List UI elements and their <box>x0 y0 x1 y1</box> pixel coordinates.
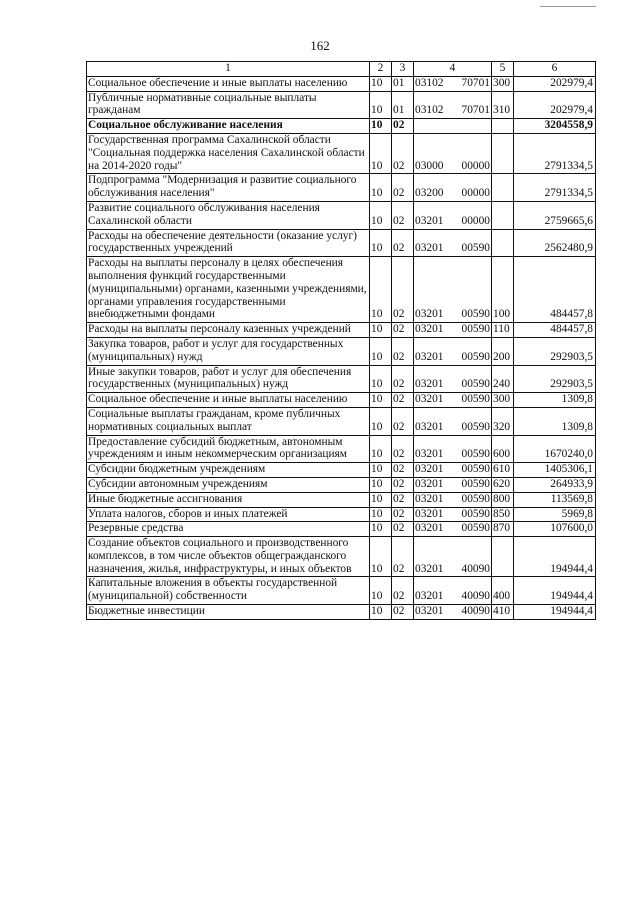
row-subsection: 02 <box>392 201 414 229</box>
table-row <box>87 229 596 257</box>
row-program-code: 03201 <box>415 323 444 336</box>
row-target-code <box>414 174 492 202</box>
row-section: 10 <box>370 605 392 620</box>
row-name: Иные закупки товаров, работ и услуг для обеспечения государственных (муниципальных) нужд <box>87 365 370 393</box>
row-program-code: 03201 <box>415 605 444 618</box>
row-target-code <box>414 119 492 134</box>
row-amount: 202979,4 <box>514 76 596 91</box>
row-section: 10 <box>370 365 392 393</box>
row-direction-code: 00590 <box>461 393 490 406</box>
row-name: Создание объектов социального и производственного комплексов, в том числе объектов общегражданского назначения, жилья, инфраструктуры, и иных объектов <box>87 537 370 577</box>
row-program-code: 03201 <box>415 477 444 490</box>
row-direction-code: 00590 <box>461 477 490 490</box>
row-target-code <box>414 477 492 492</box>
row-expense-type <box>492 133 514 173</box>
row-amount: 292903,5 <box>514 365 596 393</box>
table-row <box>87 605 596 620</box>
row-section: 10 <box>370 174 392 202</box>
row-direction-code: 00590 <box>461 242 490 255</box>
row-program-code: 03201 <box>415 448 444 461</box>
row-subsection: 02 <box>392 435 414 463</box>
row-amount: 1309,8 <box>514 393 596 408</box>
row-subsection: 02 <box>392 477 414 492</box>
budget-table <box>86 61 596 620</box>
row-target-code <box>414 91 492 119</box>
row-subsection: 02 <box>392 605 414 620</box>
row-amount: 5969,8 <box>514 507 596 522</box>
row-expense-type: 310 <box>492 91 514 119</box>
row-target-code <box>414 229 492 257</box>
table-row <box>87 492 596 507</box>
table-row <box>87 119 596 134</box>
row-program-code: 03201 <box>415 308 444 321</box>
row-program-code: 03200 <box>415 187 444 200</box>
row-target-code <box>414 463 492 478</box>
row-amount: 194944,4 <box>514 577 596 605</box>
row-section: 10 <box>370 91 392 119</box>
table-row <box>87 133 596 173</box>
row-amount: 292903,5 <box>514 337 596 365</box>
row-program-code: 03000 <box>415 159 444 172</box>
row-program-code: 03201 <box>415 378 444 391</box>
row-subsection: 02 <box>392 119 414 134</box>
table-row <box>87 323 596 338</box>
row-program-code: 03201 <box>415 420 444 433</box>
row-name: Социальное обслуживание населения <box>87 119 370 134</box>
row-expense-type <box>492 201 514 229</box>
row-program-code: 03201 <box>415 590 444 603</box>
table-body <box>87 76 596 619</box>
row-target-code <box>414 605 492 620</box>
row-direction-code: 00590 <box>461 463 490 476</box>
row-target-code <box>414 507 492 522</box>
row-name: Субсидии бюджетным учреждениям <box>87 463 370 478</box>
row-expense-type: 320 <box>492 407 514 435</box>
row-program-code: 03201 <box>415 350 444 363</box>
row-subsection: 02 <box>392 174 414 202</box>
row-program-code: 03201 <box>415 242 444 255</box>
row-name: Социальное обеспечение и иные выплаты населению <box>87 76 370 91</box>
row-subsection: 02 <box>392 229 414 257</box>
row-subsection: 02 <box>392 522 414 537</box>
page-number: 162 <box>310 38 330 53</box>
row-expense-type: 610 <box>492 463 514 478</box>
row-subsection: 02 <box>392 577 414 605</box>
header-col-4: 4 <box>414 62 492 77</box>
row-name: Расходы на выплаты персоналу казенных учреждений <box>87 323 370 338</box>
row-direction-code: 70701 <box>461 104 490 117</box>
row-target-code <box>414 76 492 91</box>
table-row <box>87 435 596 463</box>
row-name: Социальные выплаты гражданам, кроме публичных нормативных социальных выплат <box>87 407 370 435</box>
row-section: 10 <box>370 119 392 134</box>
row-target-code <box>414 201 492 229</box>
table-row <box>87 174 596 202</box>
row-expense-type: 850 <box>492 507 514 522</box>
table-header-row <box>87 62 596 77</box>
row-amount: 2759665,6 <box>514 201 596 229</box>
row-section: 10 <box>370 257 392 323</box>
row-direction-code: 00590 <box>461 323 490 336</box>
row-direction-code: 40090 <box>461 590 490 603</box>
row-expense-type: 100 <box>492 257 514 323</box>
row-direction-code: 00000 <box>461 214 490 227</box>
header-col-3: 3 <box>392 62 414 77</box>
row-target-code <box>414 323 492 338</box>
row-subsection: 02 <box>392 133 414 173</box>
row-target-code <box>414 537 492 577</box>
row-section: 10 <box>370 435 392 463</box>
header-col-6: 6 <box>514 62 596 77</box>
row-subsection: 02 <box>392 492 414 507</box>
row-direction-code: 40090 <box>461 605 490 618</box>
row-expense-type <box>492 174 514 202</box>
row-section: 10 <box>370 133 392 173</box>
row-section: 10 <box>370 76 392 91</box>
row-direction-code: 00590 <box>461 308 490 321</box>
row-program-code: 03201 <box>415 393 444 406</box>
row-section: 10 <box>370 201 392 229</box>
row-name: Публичные нормативные социальные выплаты гражданам <box>87 91 370 119</box>
row-amount: 484457,8 <box>514 257 596 323</box>
row-name: Уплата налогов, сборов и иных платежей <box>87 507 370 522</box>
row-name: Субсидии автономным учреждениям <box>87 477 370 492</box>
row-direction-code: 00590 <box>461 420 490 433</box>
row-direction-code: 00590 <box>461 492 490 505</box>
table-row <box>87 522 596 537</box>
row-expense-type: 110 <box>492 323 514 338</box>
row-program-code: 03201 <box>415 562 444 575</box>
row-program-code: 03201 <box>415 507 444 520</box>
row-program-code: 03201 <box>415 522 444 535</box>
row-subsection: 01 <box>392 91 414 119</box>
row-direction-code: 70701 <box>461 76 490 89</box>
header-col-1: 1 <box>87 62 370 77</box>
row-amount: 1405306,1 <box>514 463 596 478</box>
table-row <box>87 76 596 91</box>
row-expense-type: 240 <box>492 365 514 393</box>
row-amount: 3204558,9 <box>514 119 596 134</box>
row-subsection: 02 <box>392 257 414 323</box>
row-direction-code: 00000 <box>461 159 490 172</box>
row-expense-type: 800 <box>492 492 514 507</box>
row-subsection: 02 <box>392 537 414 577</box>
row-expense-type <box>492 229 514 257</box>
row-program-code: 03102 <box>415 76 444 89</box>
row-target-code <box>414 522 492 537</box>
row-name: Капитальные вложения в объекты государственной (муниципальной) собственности <box>87 577 370 605</box>
table-row <box>87 201 596 229</box>
table-row <box>87 477 596 492</box>
row-direction-code: 00590 <box>461 350 490 363</box>
row-subsection: 02 <box>392 365 414 393</box>
table-row <box>87 463 596 478</box>
header-col-5: 5 <box>492 62 514 77</box>
row-amount: 2791334,5 <box>514 133 596 173</box>
row-subsection: 02 <box>392 393 414 408</box>
row-expense-type: 200 <box>492 337 514 365</box>
row-amount: 1670240,0 <box>514 435 596 463</box>
row-target-code <box>414 435 492 463</box>
table-row <box>87 507 596 522</box>
row-subsection: 02 <box>392 323 414 338</box>
row-direction-code: 00590 <box>461 507 490 520</box>
row-section: 10 <box>370 537 392 577</box>
row-section: 10 <box>370 337 392 365</box>
table-row <box>87 257 596 323</box>
row-section: 10 <box>370 393 392 408</box>
row-subsection: 01 <box>392 76 414 91</box>
row-amount: 484457,8 <box>514 323 596 338</box>
row-program-code: 03201 <box>415 463 444 476</box>
row-expense-type <box>492 537 514 577</box>
table-row <box>87 337 596 365</box>
row-section: 10 <box>370 323 392 338</box>
row-amount: 264933,9 <box>514 477 596 492</box>
row-subsection: 02 <box>392 337 414 365</box>
row-name: Подпрограмма "Модернизация и развитие социального обслуживания населения" <box>87 174 370 202</box>
row-expense-type <box>492 119 514 134</box>
row-program-code: 03201 <box>415 492 444 505</box>
row-name: Расходы на обеспечение деятельности (оказание услуг) государственных учреждений <box>87 229 370 257</box>
row-expense-type: 600 <box>492 435 514 463</box>
header-col-2: 2 <box>370 62 392 77</box>
row-amount: 107600,0 <box>514 522 596 537</box>
row-amount: 2791334,5 <box>514 174 596 202</box>
row-expense-type: 300 <box>492 76 514 91</box>
row-name: Социальное обеспечение и иные выплаты населению <box>87 393 370 408</box>
row-name: Закупка товаров, работ и услуг для государственных (муниципальных) нужд <box>87 337 370 365</box>
row-section: 10 <box>370 229 392 257</box>
row-section: 10 <box>370 522 392 537</box>
row-section: 10 <box>370 492 392 507</box>
row-direction-code: 00590 <box>461 522 490 535</box>
row-direction-code: 00590 <box>461 448 490 461</box>
row-name: Иные бюджетные ассигнования <box>87 492 370 507</box>
row-expense-type: 620 <box>492 477 514 492</box>
row-name: Развитие социального обслуживания населения Сахалинской области <box>87 201 370 229</box>
row-name: Государственная программа Сахалинской области "Социальная поддержка населения Сахалинской области на 2014-2020 годы" <box>87 133 370 173</box>
row-amount: 113569,8 <box>514 492 596 507</box>
row-target-code <box>414 365 492 393</box>
row-target-code <box>414 337 492 365</box>
table-row <box>87 91 596 119</box>
row-amount: 194944,4 <box>514 537 596 577</box>
row-amount: 2562480,9 <box>514 229 596 257</box>
row-amount: 1309,8 <box>514 407 596 435</box>
row-section: 10 <box>370 477 392 492</box>
row-subsection: 02 <box>392 507 414 522</box>
row-expense-type: 410 <box>492 605 514 620</box>
row-name: Бюджетные инвестиции <box>87 605 370 620</box>
row-expense-type: 300 <box>492 393 514 408</box>
table-row <box>87 407 596 435</box>
row-name: Расходы на выплаты персоналу в целях обеспечения выполнения функций государственными (муниципальными) органами, казенными учреждениями, органами управления государственными внебюджетными фондами <box>87 257 370 323</box>
row-section: 10 <box>370 463 392 478</box>
row-target-code <box>414 492 492 507</box>
row-target-code <box>414 407 492 435</box>
row-amount: 202979,4 <box>514 91 596 119</box>
table-row <box>87 577 596 605</box>
row-program-code: 03102 <box>415 104 444 117</box>
row-target-code <box>414 577 492 605</box>
row-direction-code: 40090 <box>461 562 490 575</box>
row-target-code <box>414 393 492 408</box>
row-section: 10 <box>370 407 392 435</box>
scan-artifact-line <box>540 6 596 7</box>
row-name: Резервные средства <box>87 522 370 537</box>
row-subsection: 02 <box>392 407 414 435</box>
row-direction-code: 00000 <box>461 187 490 200</box>
table-row <box>87 365 596 393</box>
row-name: Предоставление субсидий бюджетным, автономным учреждениям и иным некоммерческим организациям <box>87 435 370 463</box>
row-target-code <box>414 257 492 323</box>
row-expense-type: 400 <box>492 577 514 605</box>
row-direction-code: 00590 <box>461 378 490 391</box>
row-target-code <box>414 133 492 173</box>
row-subsection: 02 <box>392 463 414 478</box>
table-row <box>87 393 596 408</box>
row-section: 10 <box>370 577 392 605</box>
row-program-code: 03201 <box>415 214 444 227</box>
table-row <box>87 537 596 577</box>
row-section: 10 <box>370 507 392 522</box>
row-amount: 194944,4 <box>514 605 596 620</box>
row-expense-type: 870 <box>492 522 514 537</box>
